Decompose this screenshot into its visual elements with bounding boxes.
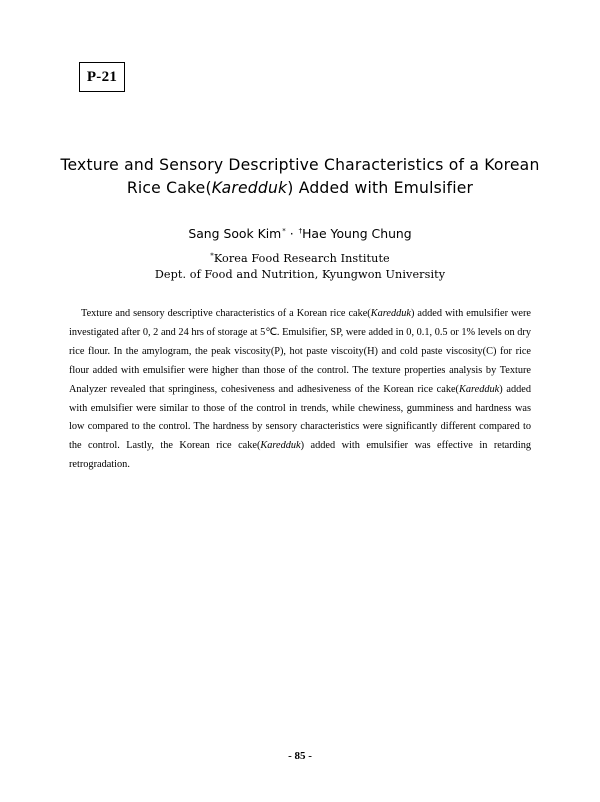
abstract-part-4: ) added with emulsifier was effective in retarding retrogradation.	[69, 440, 531, 471]
page-number: - 85 -	[288, 750, 312, 762]
title-line-2-end: ) Added with Emulsifier	[287, 179, 474, 197]
poster-number: P-21	[86, 68, 118, 85]
title-line-1: Texture and Sensory Descriptive Characteristics of a Korean	[60, 156, 540, 174]
abstract-paragraph	[69, 305, 531, 475]
title-line-2	[40, 177, 560, 200]
affiliation-1	[0, 248, 600, 267]
author-1-name: Sang Sook Kim	[188, 226, 282, 241]
abstract-italic-2: Karedduk	[458, 383, 500, 395]
affiliation-block	[0, 248, 600, 283]
title-line-2-start: Rice Cake(	[126, 179, 212, 197]
author-2-mark: †	[298, 227, 303, 235]
paper-title	[40, 154, 560, 200]
affiliation-2: Dept. of Food and Nutrition, Kyungwon University	[154, 268, 446, 281]
abstract-part-3: ) added with emulsifier were similar to those of the control in trends, while chewiness, gumminess and hardness was low compared to the control. The hardness by sensory characteristics were significantly different compared to the control. Lastly, the Korean rice cake(	[69, 383, 532, 452]
poster-number-box	[79, 62, 125, 92]
affiliation-1-text: Korea Food Research Institute	[213, 252, 390, 265]
abstract-part-2: ) added with emulsifier were investigated after 0, 2 and 24 hrs of storage at 5℃. Emulsifier, SP, were added in 0, 0.1, 0.5 or 1% levels on dry rice flour. In the amylogram, the peak viscosity(P), hot paste viscoity(H) and cold paste viscosity(C) for rice flour added with emulsifier were higher than those of the control. The texture properties analysis by Texture Analyzer revealed that springiness, cohesiveness and adhesiveness of the Korean rice cake(	[69, 308, 531, 395]
affiliation-1-mark: *	[210, 252, 214, 260]
title-italic-term: Karedduk	[211, 179, 288, 197]
abstract-part-1: Texture and sensory descriptive characteristics of a Korean rice cake(	[81, 308, 371, 319]
abstract-italic-3: Karedduk	[260, 440, 301, 452]
author-1-mark: *	[282, 227, 286, 235]
author-separator: ·	[285, 226, 298, 241]
author-list	[0, 222, 600, 243]
abstract-italic-1: Karedduk	[370, 308, 411, 319]
author-2-name: Hae Young Chung	[302, 226, 412, 241]
